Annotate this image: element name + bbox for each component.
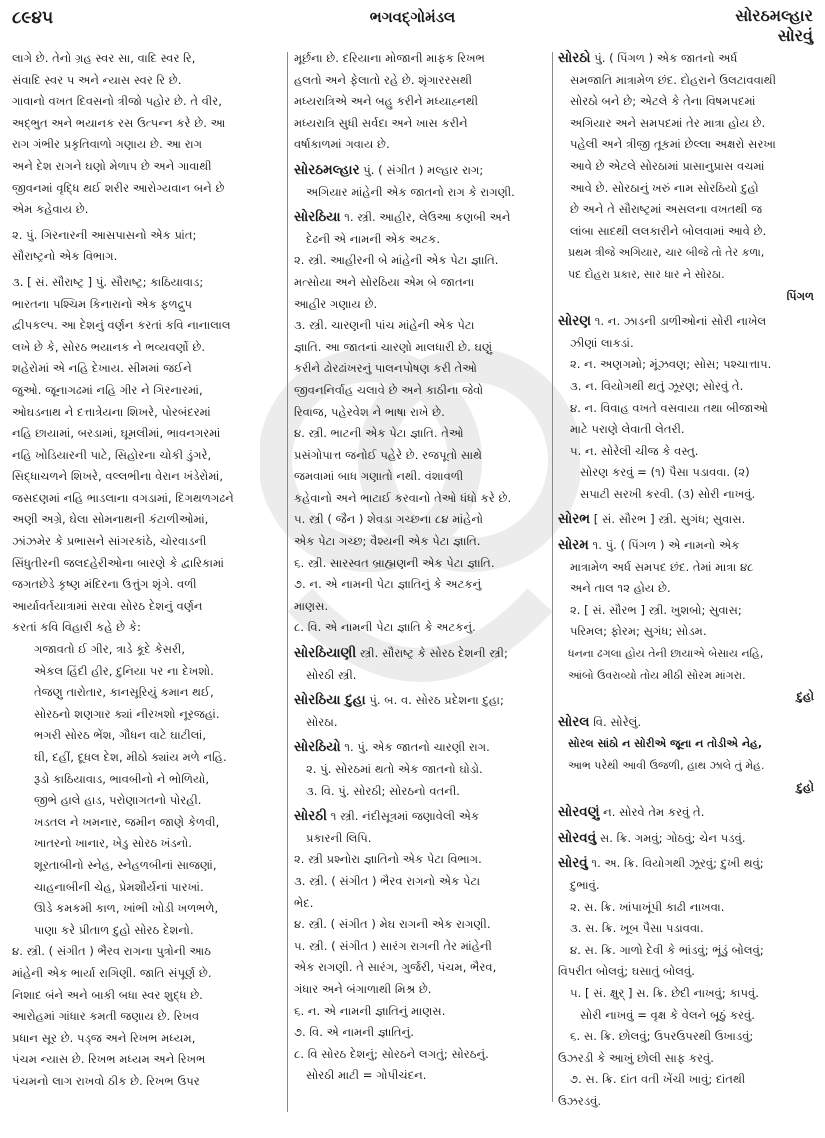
text-line: પંચમનો લાગ રાખવો ઠીક છે. રિખભ ઉપર (12, 1073, 200, 1088)
dictionary-entry (558, 535, 814, 708)
text-line: આરોહમાં ગાંધાર કમતી જણાય છે. રિખવ (12, 1009, 200, 1024)
text-line: કહેવાનો અને ભાટાઈ કરવાનો તેઓ ધંધો કરે છે. (294, 490, 512, 505)
text-line: ૭. ન. એ નામની પેટા જ્ઞાતિનું કે અટકનું (294, 577, 482, 592)
text-line: શહેરોમાં એ નહિ દેખાય. સીમમાં જઈને (12, 361, 192, 376)
text-line: દેઢની એ નામની એક અટક. (306, 231, 441, 246)
verse-line: રૂડો કાઠિયાવાડ, ભાવબીનો ને ભોળિયો, (34, 771, 210, 786)
headword: સોરભ (558, 511, 591, 528)
text-line: ૫. સ્ત્રી. ( સંગીત ) સારંગ રાગની તેર માંહેની (294, 938, 492, 953)
text-line: સિદ્ધાચળને શિખરે, વલ્લભીના વેરાન ખંડેરોમાં, (12, 469, 224, 484)
verse-line: આંબો ઉવરાવ્યો તોય મીઠી સોરમ માંગરા. (568, 668, 746, 682)
text-line: ૪. સ્ત્રી. ( સંગીત ) ભૈરવ રાગના પુત્રોની આઠ (12, 944, 211, 959)
definition: પું. ( સંગીત ) મલ્હાર રાગ; (363, 162, 484, 177)
text-line: સિંધુતીરની જલદહેરીઓના બારણે કે દ્વારિકામાં (12, 555, 225, 570)
text-line: ગંધાર અને બંગાળાથી મિશ્ર છે. (294, 981, 432, 996)
text-line: માત્રામેળ અર્ધ સમપદ છંદ. તેમાં માત્રા ૪૮ (570, 559, 754, 574)
definition: વિ. સોરેલું. (593, 714, 642, 729)
continuation-text (294, 48, 548, 156)
text-line: ૮. વિ સોરઠ દેશનું; સોરઠને લગતું; સોરઠનું. (294, 1046, 489, 1061)
text-line: ૩. ન. વિયોગથી થતું ઝૂરણ; સોરવું તે. (570, 378, 744, 393)
headword: સોરલ (558, 713, 590, 730)
text-line: ભારતના પશ્ચિમ કિનારાનો એક ફળદ્રુપ (12, 296, 193, 311)
guide-word-first: સોરઠમલ્હાર (735, 6, 813, 25)
sub-phrase: સોરી નાખવું = વૃક્ષ કે વેલને બૂઠું કરવું. (580, 1007, 755, 1022)
text-line: આવે છે. સોરઠાનું ખરું નામ સોરઠિયો દુહો (570, 180, 759, 195)
text-line: ૩. સ. ક્રિ. ખૂબ પૈસા પડાવવા. (570, 921, 704, 936)
text-line: ૫. [ સં. ક્ષુર્ ] સ. ક્રિ. છેદી નાખવું; કાપવું. (570, 985, 759, 1000)
text-line: સોરઠા. (306, 714, 338, 729)
definition: સ્ત્રી. સૌરાષ્ટ્ર કે સોરઠ દેશની સ્ત્રી; (359, 646, 508, 661)
dictionary-entry (294, 690, 548, 733)
column-2 (294, 48, 548, 1087)
sub-phrase: સપાટી સરખી કરવી. (૩) સોરી નાખવું. (580, 486, 756, 501)
text-line: ઉઝરડવું. (558, 1093, 602, 1108)
text-line: છે અને તે સૌરાષ્ટ્રમાં અસલના વખતથી જ (570, 202, 763, 217)
definition: ૧. પું. ( પિંગળ ) એ નામનો એક (592, 538, 740, 553)
dictionary-entry (558, 509, 814, 531)
column-1 (12, 48, 280, 1093)
definition: પું. બ. વ. સોરઠ પ્રદેશના દુહા; (369, 693, 504, 708)
text-line: એમ કહેવાય છે. (12, 202, 89, 217)
text-line: કરતાં કવિ વિહારી કહે છે કે: (12, 620, 141, 635)
citation-source: પિંગળ (786, 288, 814, 303)
text-line: એક પેટા ગચ્છ; વૈશ્યની એક પેટા જ્ઞાતિ. (294, 534, 481, 549)
definition: ૧. અ. ક્રિ. વિયોગથી ઝૂરવું; દુખી થવું; (591, 856, 764, 871)
guide-words (735, 6, 813, 46)
text-line: નિશાદ બંને અને બાકી બધા સ્વર શુદ્ધ છે. (12, 987, 203, 1002)
sub-phrase: સોરણ કરવું = (૧) પૈસા પડાવવા. (૨) (580, 465, 750, 480)
text-line: અને દેશ રાગને ઘણો મેળાપ છે અને ગાવાથી (12, 158, 212, 173)
text-line: સૌરાષ્ટ્રનો એક વિભાગ. (12, 249, 118, 264)
text-line: પ્રકારની લિપિ. (306, 830, 372, 845)
text-line: લખે છે કે, સોરઠ ભયાનક ને ભવ્યવર્ણો છે. (12, 339, 206, 354)
text-line: લાંબા સાદથી લલકારીને બોલવામાં આવે છે. (570, 223, 767, 238)
dictionary-entry (558, 802, 814, 824)
definition: ૧ સ્ત્રી. નંદીસૂત્રમાં જણાવેલી એક (330, 809, 480, 824)
citation-source: દુહો (796, 689, 814, 704)
dictionary-entry (294, 737, 548, 802)
verse-line: ધનના ઢગલા હોય તેની છાયાએ બેસાય નહિ, (568, 647, 764, 661)
verse-line: ચાહનાબીની ચેહ, પ્રેમશૌર્યનાં પારખાં. (34, 879, 204, 894)
text-line: ૭. વિ. એ નામની જ્ઞાતિનું. (294, 1025, 414, 1040)
text-line: મૂર્છના છે. દરિયાના મોજાની માફક રિખભ (294, 51, 485, 65)
verse-line: ઊડે કમકમી કાળ, ખાંભી ખોડી ખળભળે, (34, 901, 219, 916)
text-line: અગિયાર અને સમપદમાં તેર માત્રા હોય છે. (570, 115, 766, 130)
dictionary-entry (558, 48, 814, 307)
text-line: ૨. [ સં. સૌરભ ] સ્ત્રી. ખુશબો; સુવાસ; (570, 602, 742, 617)
verse-line: એકલ હિંદી હીર, દુનિયા પર ના દેખશો. (34, 663, 214, 678)
dictionary-entry (294, 643, 548, 686)
text-line: ૪. સ. ક્રિ. ગાળો દેવી કે ભાંડવું; ભૂંડું બોલવું; (570, 942, 764, 957)
verse-line: સોરઠનો શણગાર ક્યાં નીરખશો નૂરજહાં. (34, 706, 220, 721)
text-line: કરીને ઢોરઢાંખરનું પાલનપોષણ કરી તેઓ (294, 361, 478, 376)
text-line: માંહેની એક ભાર્યા રાગિણી. જાતિ સંપૂર્ણ છે. (12, 965, 212, 980)
definition: [ સં. સૌરભ ] સ્ત્રી. સુગંધ; સુવાસ. (593, 512, 746, 527)
text-line: ૩. વિ. પું. સોરઠી; સોરઠનો વતની. (306, 783, 460, 798)
text-line: મધ્યરાત્રિ સુધી સર્વદા અને ખાસ કરીને (294, 115, 468, 130)
verse-line: પ્રથમ ત્રીજે અગિયાર, ચાર બીજે તો તેર કળા, (568, 246, 765, 260)
sense-4 (12, 941, 280, 1092)
text-line: અગિયાર માંહેની એક જાતનો રાગ કે રાગણી. (306, 184, 515, 199)
headword: સોરઠિયાણી (294, 645, 357, 662)
dictionary-entry (558, 712, 814, 798)
text-line: એક રાગણી. તે સારંગ, ગુર્જરી, પંચમ, ભૈરવ, (294, 960, 497, 975)
text-line: આવે છે એટલે સોરઠામાં પ્રાસાનુપ્રાસ વચમાં (570, 158, 765, 173)
column-divider (552, 52, 553, 1102)
headword: સોરઠિયો (294, 739, 341, 756)
verse-line: ખાતરનો ખાનાર, ખેડુ સોરઠ ખંડનો. (34, 836, 192, 851)
verse-line: ગજાવતો ઈ ગીર, ત્રાડે કૂદે કેસરી, (34, 642, 186, 657)
verse-line: ખડતલ ને ખમનાર, જમીન જાણે કેળવી, (34, 814, 220, 829)
verse-line: ઘી, દહીં, દૂધલ દેશ, મીઠો ક્યાંય મળે નહિ. (34, 750, 227, 764)
definition: ૧. ન. ઝાડની ડાળીઓનાં સોરી નાખેલ (594, 314, 767, 329)
book-title: ભગવદ્ગોમંડલ (369, 8, 456, 26)
text-line: ૫. ન. સોરેલી ચીજ કે વસ્તુ. (570, 443, 699, 458)
text-line: ૨. ન. અણગમો; મૂંઝવણ; સોસ; પશ્ચાત્તાપ. (570, 357, 772, 372)
headword: સોરઠી (294, 808, 328, 825)
text-line: વિપરીત બોલવું; ઘસાતું બોલવું. (558, 964, 695, 979)
verse-line: સોરલ સાંઠો ન સોરીએ જૂના ન તોડીએ નેહ, (568, 737, 763, 751)
text-line: ૪. સ્ત્રી. ભાટની એક પેટા જ્ઞાતિ. તેઓ (294, 426, 464, 441)
headword: સોરવું (558, 855, 588, 872)
text-line: જુઓ. જૂનાગઢમાં નહિ ગીર ને ગિરનારમાં, (12, 382, 203, 397)
text-line: સોરઠી સ્ત્રી. (306, 667, 357, 682)
definition: ન. સોરવે તેમ કરવું તે. (603, 805, 705, 820)
text-line: ઉઝરડી કે આખું છોલી સાફ કરવું. (558, 1050, 714, 1065)
sense-3 (12, 272, 280, 639)
text-line: આર્યાવર્તયાત્રામાં સરવા સોરઠ દેશનું વર્ણન (12, 598, 203, 613)
text-line: ૬. સ્ત્રી. સારસ્વત બ્રાહ્મણની એક પેટા જ્ઞાતિ. (294, 555, 495, 570)
text-line: પરિમલ; ફોરમ; સુગંધ; સોડમ. (570, 624, 707, 639)
text-line: જીવનમાં વૃદ્ધિ થઈ શરીર આરોગ્યવાન બને છે (12, 180, 225, 195)
text-line: ૨. સ્ત્રી પ્રશ્નોરા જ્ઞાતિનો એક પેટા વિભાગ. (294, 852, 482, 867)
text-line: ૨. પું. ગિરનારની આસપાસનો એક પ્રાંત; (12, 227, 197, 242)
text-line: સોરઠી માટી = ગોપીચંદન. (306, 1068, 427, 1083)
verse-line: જીભે હાલે હાડ, પરોણાગતનો પોરહી. (34, 793, 202, 808)
headword: સોરઠમલ્હાર (294, 161, 360, 178)
text-line: પ્રધાન સૂર છે. પડ્જ અને રિખભ મધ્યમ, (12, 1030, 196, 1045)
text-line: જસદણમાં નહિ ભાડલાના વગડામાં, દિગથળગઢને (12, 490, 234, 505)
citation-source: દુહો (796, 779, 814, 794)
column-3 (558, 48, 814, 1113)
headword: સોરમ (558, 537, 589, 554)
text-line: ૮. વિ. એ નામની પેટા જ્ઞાતિ કે અટકનું. (294, 620, 476, 635)
text-line: દ્વીપકલ્પ. આ દેશનું વર્ણન કરતાં કવિ નાનાલાલ (12, 318, 231, 333)
text-line: ૩. સ્ત્રી. ચારણની પાંચ માંહેની એક પેટા (294, 318, 475, 333)
text-line: ૨. સ. ક્રિ. ખાંપાખૂંપી કાઢી નાખવા. (570, 899, 725, 914)
text-line: વર્ષાકાળમાં ગવાય છે. (294, 137, 390, 152)
definition: પું. ( પિંગળ ) એક જાતનો અર્ધ (594, 51, 738, 65)
text-line: જગતછેડે કૃષ્ણ મંદિરના ઉત્તુંગ શૃંગે. વળી (12, 577, 197, 592)
text-line: ૩. સ્ત્રી. ( સંગીત ) ભૈરવ રાગનો એક પેટા (294, 873, 481, 888)
text-line: અણી અગ્રે, ઘેલા સોમનાથની કંટાળીઓમાં, (12, 512, 209, 527)
text-line: માટે પરાણે લેવાતી લેતરી. (570, 422, 685, 437)
text-line: મત્સોયા અને સોરઠિયા એમ બે જાતના (294, 274, 475, 289)
verse-line: તેજણુ તારોતાર, કાનસૂરિયું કમાન થઈ, (34, 685, 214, 700)
text-line: માણસ. (294, 598, 329, 613)
guide-word-last: સોરવું (777, 26, 813, 45)
text-line: સોરઠો બને છે; એટલે કે તેના વિષમપદમાં (570, 94, 756, 109)
text-line: સમજાતિ માત્રામેળ છંદ. દોહરાને ઉલટાવવાથી (570, 72, 777, 87)
quoted-verse (12, 639, 280, 941)
definition: સ. ક્રિ. ગમવું; ગોઠવું; ચેન પડવું. (599, 830, 746, 845)
text-line: હલતો અને ફેલાતો રહે છે. શૃંગારરસથી (294, 72, 473, 87)
definition: ૧. પું. એક જાતનો ચારણી રાગ. (344, 740, 490, 755)
text-line: ૨. સ્ત્રી. આહીરની બે માંહેની એક પેટા જ્ઞાતિ. (294, 253, 499, 268)
text-line: નહિ છાયામાં, બરડામાં, ઘૂમલીમાં, ભાવનગરમાં (12, 426, 221, 441)
text-line: ભેદ. (294, 895, 314, 910)
continuation-text (12, 48, 280, 221)
text-line: પહેલી અને ત્રીજી તૂકમાં છેલ્લા અક્ષરો સરખા (570, 137, 776, 152)
headword: સોરણ (558, 313, 592, 330)
headword: સોરવણું (558, 804, 600, 821)
text-line: રાગ ગંભીર પ્રકૃતિવાળો ગણાય છે. આ રાગ (12, 137, 203, 152)
headword: સોરઠિયા દુહા (294, 692, 366, 709)
text-line: જીવનનિર્વાહ ચલાવે છે અને કાઠીના જેવો (294, 382, 484, 397)
text-line: લાગે છે. તેનો ગ્રહ સ્વર સા, વાદિ સ્વર રિ, (12, 51, 196, 65)
text-line: ગાવાનો વખત દિવસનો ત્રીજો પહોર છે. તે વીર, (12, 94, 222, 109)
text-line: ૭. સ. ક્રિ. દાંત વતી ખેંચી ખાવું; દાંતથી (570, 1072, 746, 1087)
text-line: ૫. સ્ત્રી ( જૈન ) શેવડા ગચ્છના ૮૪ માંહેનો (294, 512, 484, 527)
headword: સોરઠિયા (294, 209, 341, 226)
text-line: ૪. ન. વિવાહ વખતે વસવાયા તથા બીજાઓ (570, 400, 769, 415)
column-divider (287, 52, 288, 1112)
text-line: મધ્યરાત્રિએ અને બહુ કરીને મધ્યાહ્નથી (294, 94, 479, 109)
text-line: ૬. ન. એ નામની જ્ઞાતિનું માણસ. (294, 1003, 446, 1018)
text-line: ઝીણાં લાકડાં. (570, 335, 634, 350)
text-line: ૬. સ. ક્રિ. છોલવું; ઉપરઉપરથી ઉખાડવું; (570, 1029, 754, 1044)
text-line: રિવાજ, પહેરવેશ ને ભાષા રાખે છે. (294, 404, 445, 419)
text-line: ૨. પું. સોરઠમાં થતો એક જાતનો ઘોડો. (306, 762, 483, 776)
text-line: નહિ ખોડિયારની પાટે, સિહોરના ચોકી ડુંગરે, (12, 447, 212, 462)
text-line: ૪. સ્ત્રી. ( સંગીત ) મેઘ રાગની એક રાગણી. (294, 917, 491, 932)
text-line: ઓઘડનાથ ને દત્તાત્રેયના શિખરે, પોરબંદરમાં (12, 404, 211, 419)
verse-line: પાણા કરે પ્રીતાળ દુહો સોરઠ દેશનો. (34, 922, 194, 937)
sense-2 (12, 225, 280, 268)
dictionary-entry (558, 828, 814, 850)
text-line: પંચમ ન્યાસ છે. રિખભ મધ્યમ અને રિખભ (12, 1052, 206, 1067)
text-line: અને તાલ ૧૨ હોય છે. (570, 581, 671, 596)
page-header (0, 0, 825, 50)
verse-line: શૂરતાબીનો સ્નેહ, સ્નેહળબીનાં સાજણાં, (34, 857, 217, 872)
dictionary-entry (294, 806, 548, 1087)
page-number: ૮૯૪૫ (12, 8, 54, 28)
verse-line: પદ દોહરા પ્રકાર, સાર ધાર ને સોરઠા. (568, 267, 725, 281)
verse-line: આભ પરેથી આવી ઉજળી, હાથ ઝાલે તું મેહ. (568, 759, 765, 772)
text-line: પ્રસંગોપાત્ત જનોઈ પહેરે છે. રજપૂતો સાથે (294, 447, 482, 462)
text-line: સંવાદિ સ્વર પ અને ન્યાસ સ્વર રિ છે. (12, 72, 182, 87)
text-line: ઝાંઝમેર કે પ્રભાસને સાંગરકાંઠે, ચોરવાડની (12, 534, 207, 549)
text-line: દુભાવું. (570, 877, 600, 892)
definition: ૧. સ્ત્રી. આહીર, લેઉઆ કણબી અને (344, 210, 511, 225)
dictionary-entry (294, 207, 548, 639)
dictionary-entry (558, 853, 814, 1112)
text-line: જમવામાં બાધ ગણાતો નથી. વંશાવળી (294, 469, 464, 484)
verse-line: ભગરી સોરઠ ભેંશ, ગૌધન વાટે ઘાટીલાં, (34, 728, 207, 743)
dictionary-entry (558, 311, 814, 505)
dictionary-entry (294, 160, 548, 203)
text-line: આહીર ગણાય છે. (294, 296, 378, 311)
headword: સોરઠો (558, 50, 591, 66)
text-line: અદ્ભુત અને ભયાનક રસ ઉત્પન્ન કરે છે. આ (12, 115, 226, 130)
text-line: ૩. [ સં. સૌરાષ્ટ્ર ] પું. સૌરાષ્ટ્ર; કાઠિયાવાડ; (12, 274, 204, 289)
text-line: જ્ઞાતિ. આ જાતનાં ચારણો માલધારી છે. ઘણું (294, 339, 493, 354)
headword: સોરવવું (558, 829, 597, 846)
